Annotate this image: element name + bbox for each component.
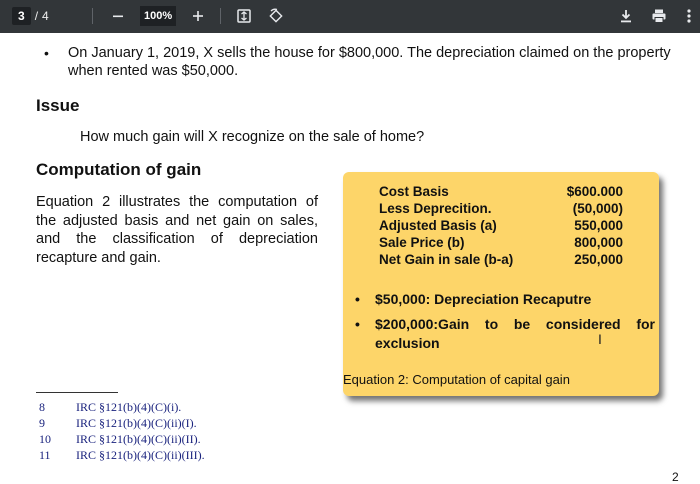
issue-heading: Issue (36, 96, 80, 115)
footnote-text: IRC §121(b)(4)(C)(ii)(III). (76, 448, 205, 462)
bullet-text: On January 1, 2019, X sells the house for $800,000. The depreciation claimed on the property when rented was $50,000. (68, 45, 671, 79)
bullet-marker: • (44, 45, 49, 61)
computation-heading: Computation of gain (36, 160, 202, 179)
bullet-marker: • (355, 316, 360, 332)
row-label: Net Gain in sale (b-a) (379, 252, 514, 267)
print-icon (651, 8, 667, 24)
minus-icon (112, 10, 124, 22)
download-button[interactable] (616, 6, 636, 26)
bullet-text: $200,000:Gain to be considered for exclusion (375, 316, 655, 351)
table-row (379, 234, 623, 251)
footnote-number: 10 (39, 432, 51, 446)
row-value: $600.000 (566, 184, 623, 199)
plus-icon (192, 10, 204, 22)
zoom-in-button[interactable] (189, 6, 207, 26)
zoom-level-input[interactable]: 100% (140, 6, 176, 26)
table-row (379, 200, 623, 217)
row-value: 250,000 (574, 252, 623, 267)
row-label: Less Deprecition. (379, 201, 492, 216)
pdf-toolbar (0, 0, 700, 33)
rotate-icon (268, 8, 284, 24)
toolbar-divider (220, 8, 221, 24)
equation-caption: Equation 2: Computation of capital gain (343, 372, 570, 387)
text-cursor-icon: I (598, 331, 602, 347)
footnote-divider (36, 392, 118, 393)
table-row (379, 251, 623, 268)
table-row (379, 183, 623, 200)
table-row (379, 217, 623, 234)
page-separator: / (34, 9, 39, 23)
more-vert-icon (687, 9, 691, 23)
computation-paragraph: Equation 2 illustrates the computation of the adjusted basis and net gain on sales, and the classification of depreciation recapture and gain. (36, 194, 318, 266)
footnote-text: IRC §121(b)(4)(C)(ii)(I). (76, 416, 197, 430)
row-label: Sale Price (b) (379, 235, 465, 250)
total-pages: 4 (42, 9, 49, 23)
footnote-number: 9 (39, 416, 45, 430)
pdf-page (0, 33, 700, 484)
equation-card (343, 172, 659, 396)
row-value: 800,000 (574, 235, 623, 250)
issue-question: How much gain will X recognize on the sale of home? (80, 129, 425, 145)
list-item (355, 315, 655, 353)
footnote-number: 11 (39, 448, 51, 462)
list-item (355, 290, 655, 309)
card-bullets (355, 290, 655, 359)
row-label: Cost Basis (379, 184, 449, 199)
bullet-marker: • (355, 291, 360, 307)
more-options-button[interactable] (682, 6, 696, 26)
fit-page-button[interactable] (234, 6, 254, 26)
footnote-text: IRC §121(b)(4)(C)(i). (76, 400, 182, 414)
rotate-button[interactable] (266, 6, 286, 26)
print-button[interactable] (648, 6, 670, 26)
page-number: 2 (672, 470, 679, 484)
gain-table (379, 183, 623, 268)
current-page-input[interactable]: 3 (12, 7, 31, 25)
footnote-number: 8 (39, 400, 45, 414)
fit-page-icon (236, 8, 252, 24)
toolbar-divider (92, 8, 93, 24)
row-label: Adjusted Basis (a) (379, 218, 497, 233)
download-icon (619, 9, 633, 23)
footnote-text: IRC §121(b)(4)(C)(ii)(II). (76, 432, 201, 446)
bullet-text: $50,000: Depreciation Recaputre (375, 291, 592, 307)
zoom-out-button[interactable] (110, 6, 126, 26)
row-value: (50,000) (572, 201, 623, 216)
row-value: 550,000 (574, 218, 623, 233)
page-indicator (12, 6, 49, 26)
